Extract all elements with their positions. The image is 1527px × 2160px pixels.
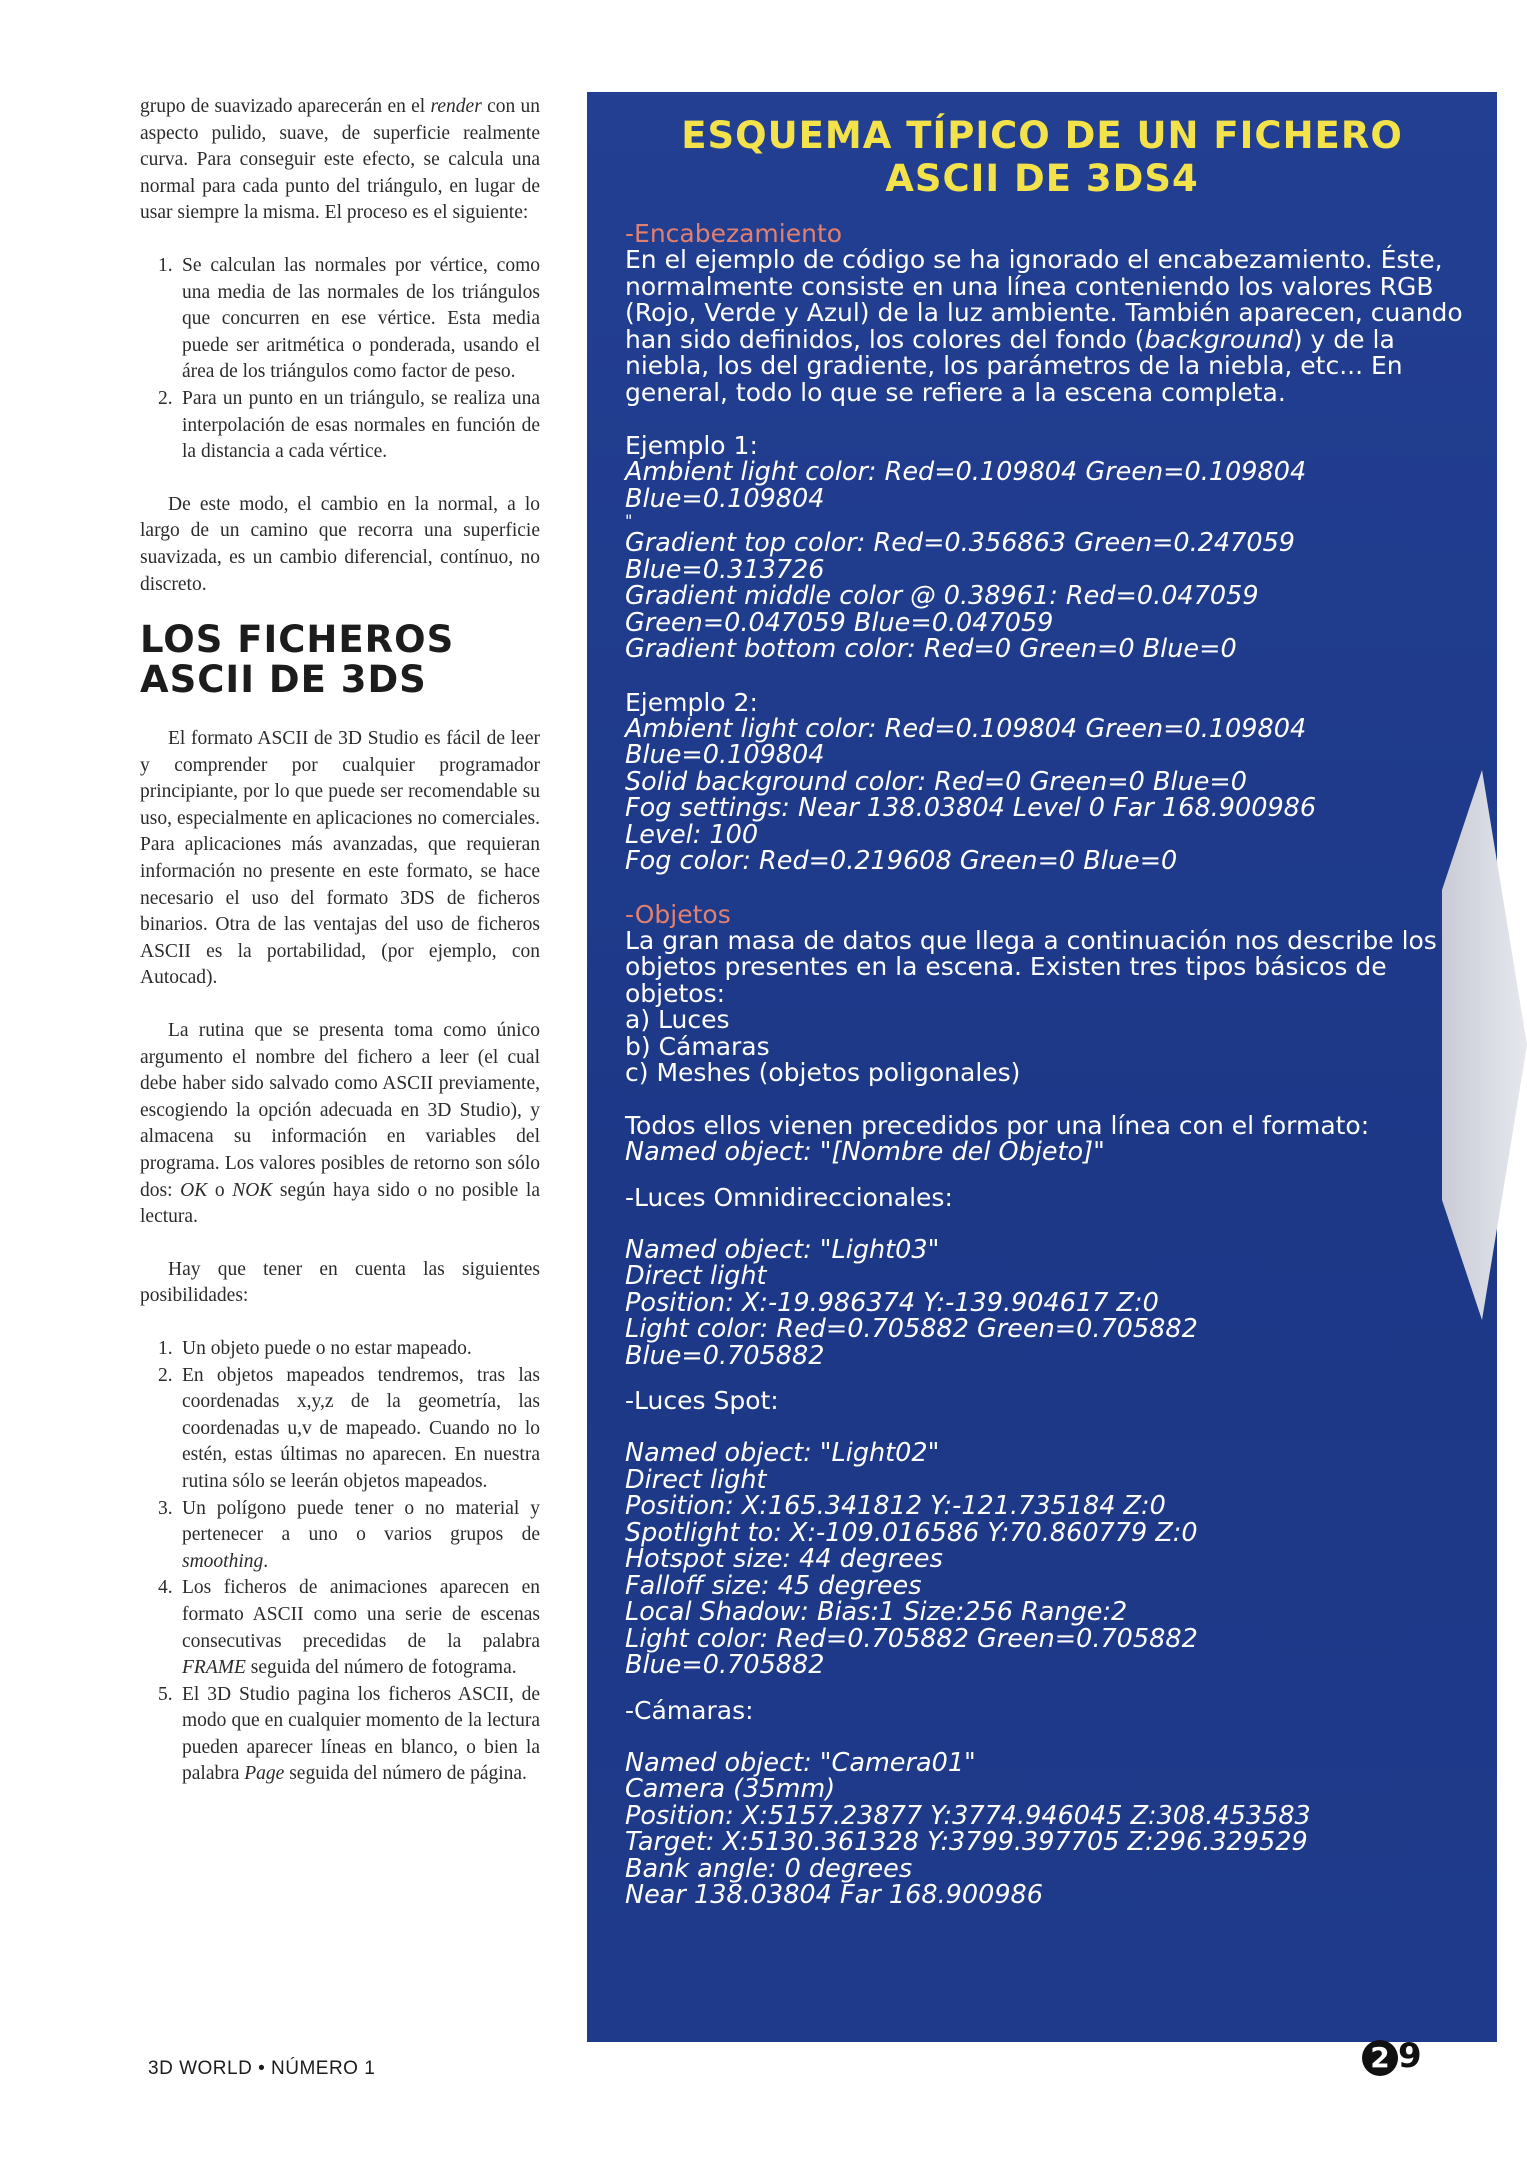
section-label-encabezamiento: -Encabezamiento xyxy=(625,219,843,248)
objetos-text: La gran masa de datos que llega a continuación nos describe los objetos presentes en la escena. Existen tres tipos básicos de objetos: xyxy=(625,925,1437,1008)
intro-paragraph: grupo de suavizado aparecerán en el render con un aspecto pulido, suave, de superficie realmente curva. Para conseguir este efecto, se calcula una normal para cada punto del triángulo, en lugar de usar siempre la misma. El proceso es el siguiente: xyxy=(140,96,541,224)
list-item: 3. Un polígono puede tener o no material y pertenecer a uno o varios grupos de smoothing. xyxy=(158,1497,540,1572)
page-turn-arrow-icon xyxy=(1442,770,1527,1320)
section-label-objetos: -Objetos xyxy=(625,899,731,929)
subsection-omni: -Luces Omnidireccionales: xyxy=(625,1182,953,1212)
list-item: 4. Los ficheros de animaciones aparecen en formato ASCII como una serie de escenas consecutivas precedidas de la palabra FRAME seguida del número de fotograma. xyxy=(158,1577,540,1679)
list-item: 1. Se calculan las normales por vértice, como una media de las normales de los triángulos que concurren en ese vértice. Esta media puede ser aritmética o ponderada, usando el área de los triángulos como factor de peso. xyxy=(158,254,540,383)
process-steps xyxy=(140,253,540,466)
named-object-format: Named object: "[Nombre del Objeto]" xyxy=(625,1137,1105,1167)
list-item: 5. El 3D Studio pagina los ficheros ASCII, de modo que en cualquier momento de la lectura pueden aparecer líneas en blanco, o bien la palabra Page seguida del número de página. xyxy=(158,1683,540,1785)
subsection-spot: -Luces Spot: xyxy=(625,1386,779,1415)
precedidos-text: Todos ellos vienen precedidos por una línea con el formato: xyxy=(625,1110,1370,1140)
box-title: ESQUEMA TÍPICO DE UN FICHERO ASCII DE 3DS4 xyxy=(681,114,1403,200)
tener-paragraph: Hay que tener en cuenta las siguientes posibilidades: xyxy=(140,1258,540,1307)
spot-code: Named object: "Light02" Direct light Position: X:165.341812 Y:-121.735184 Z:0 Spotlight to: X:-109.016586 Y:70.860779 Z:0 Hotspot size: 44 degrees Falloff size: 45 degrees Local Shadow: Bias:1 Size:256 Range:2 Light color: Red=0.705882 Green=0.705882 Blue=0.705882 xyxy=(625,1438,1198,1680)
ejemplo-1-label: Ejemplo 1: xyxy=(625,431,758,460)
modo-paragraph: De este modo, el cambio en la normal, a lo largo de un camino que recorra una superficie suavizada, es un cambio diferencial, contínuo, no discreto. xyxy=(140,493,540,595)
ejemplo-2-code: Ambient light color: Red=0.109804 Green=0.109804 Blue=0.109804 Solid background color: Red=0 Green=0 Blue=0 Fog settings: Near 138.03804 Level 0 Far 168.900986 Level: 100 Fog color: Red=0.219608 Green=0 Blue=0 xyxy=(625,713,1317,876)
ejemplo-2-label: Ejemplo 2: xyxy=(625,687,758,717)
box-body xyxy=(625,220,1465,1909)
object-types-list: a) Luces b) Cámaras c) Meshes (objetos poligonales) xyxy=(625,1005,1021,1087)
sidebar-box xyxy=(587,92,1497,2042)
formato-paragraph: El formato ASCII de 3D Studio es fácil de leer y comprender por cualquier programador principiante, por lo que puede ser recomendable su uso, especialmente en aplicaciones no comerciales. Para aplicaciones más avanzadas, que requieran información no presente en este formato, se hace necesario el uso del formato 3DS de ficheros binarios. Otra de las ventajas del uso de ficheros ASCII es la portabilidad, (por ejemplo, con Autocad). xyxy=(140,728,540,989)
body-column xyxy=(140,94,540,1788)
possibilities-list xyxy=(140,1336,540,1788)
omni-code: Named object: "Light03" Direct light Position: X:-19.986374 Y:-139.904617 Z:0 Light color: Red=0.705882 Green=0.705882 Blue=0.705882 xyxy=(625,1234,1198,1371)
section-heading: LOS FICHEROS ASCII DE 3DS xyxy=(140,618,455,702)
list-item: 2. Para un punto en un triángulo, se realiza una interpolación de esas normales en función de la distancia a cada vértice. xyxy=(158,387,540,463)
page-number: 2 9 xyxy=(1362,2036,1422,2076)
magazine-footer: 3D WORLD • NÚMERO 1 xyxy=(148,2058,376,2079)
list-item: 2. En objetos mapeados tendremos, tras las coordenadas x,y,z de la geometría, las coordenadas u,v de mapeado. Cuando no lo estén, estas últimas no aparecen. En nuestra rutina sólo se leerán objetos mapeados. xyxy=(158,1364,540,1492)
list-item: 1. Un objeto puede o no estar mapeado. xyxy=(158,1337,472,1359)
ejemplo-1-code: Ambient light color: Red=0.109804 Green=0.109804 Blue=0.109804 " Gradient top color: Red=0.356863 Green=0.247059 Blue=0.313726 Gradient middle color @ 0.38961: Red=0.047059 Green=0.047059 Blue=0.047059 Gradient bottom color: Red=0 Green=0 Blue=0 xyxy=(625,457,1307,664)
subsection-camaras: -Cámaras: xyxy=(625,1695,754,1725)
rutina-paragraph: La rutina que se presenta toma como único argumento el nombre del fichero a leer (el cual debe haber sido salvado como ASCII previamente, escogiendo la opción adecuada en 3D Studio), y almacena su información en variables del programa. Los valores posibles de retorno son sólo dos: OK o NOK según haya sido o no posible la lectura. xyxy=(140,1020,541,1228)
encabezamiento-text: En el ejemplo de código se ha ignorado el encabezamiento. Éste, normalmente consiste en una línea conteniendo los valores RGB (Rojo, Verde y Azul) de la luz ambiente. También aparecen, cuando han sido definidos, los colores del fondo (background) y de la niebla, los del gradiente, los parámetros de la niebla, etc... En general, todo lo que se refiere a la escena completa. xyxy=(625,245,1463,407)
camera-code: Named object: "Camera01" Camera (35mm) Position: X:5157.23877 Y:3774.946045 Z:308.453583 Target: X:5130.361328 Y:3799.397705 Z:296.329529 Bank angle: 0 degrees Near 138.03804 Far 168.900986 xyxy=(625,1747,1311,1910)
